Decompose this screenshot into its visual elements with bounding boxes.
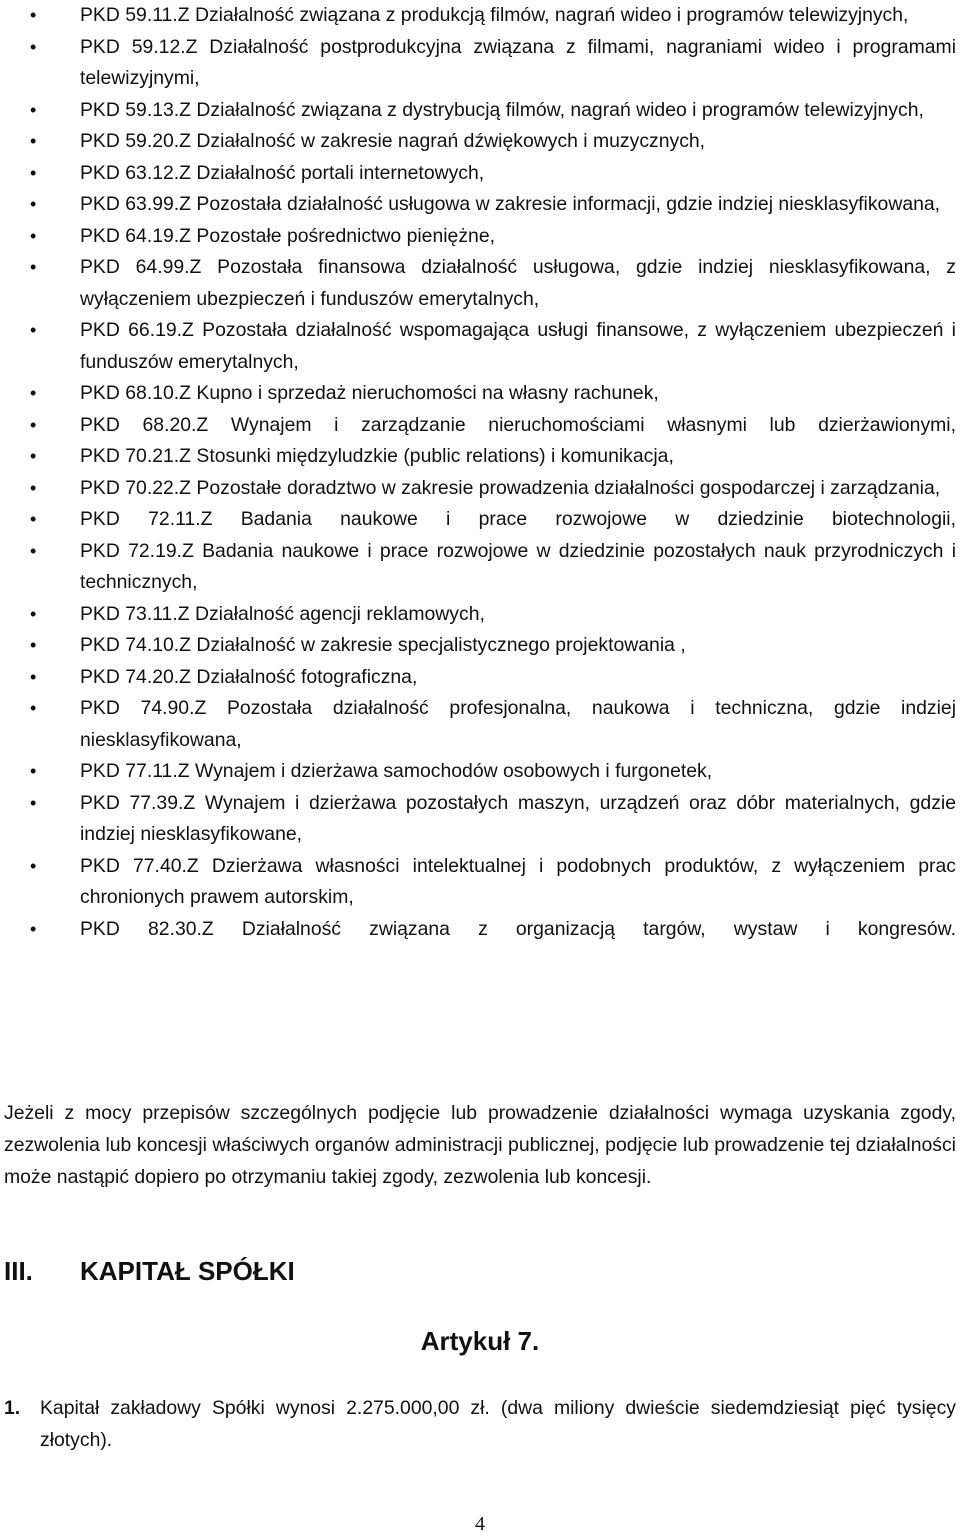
bullet-icon: • bbox=[30, 36, 37, 57]
bullet-icon: • bbox=[30, 162, 37, 183]
bullet-icon: • bbox=[30, 792, 37, 813]
bullet-icon: • bbox=[30, 131, 37, 151]
pkd-list-item bbox=[0, 693, 960, 756]
pkd-list-item bbox=[0, 189, 960, 221]
pkd-item-text: PKD 74.20.Z Działalność fotograficzna, bbox=[80, 665, 418, 688]
pkd-list-item bbox=[0, 914, 960, 946]
pkd-item-text: PKD 64.99.Z Pozostała finansowa działalność usługowa, gdzie indziej niesklasyfikowana, z wyłączeniem ubezpieczeń i funduszów emerytalnych, bbox=[80, 256, 956, 310]
section-number: III. bbox=[4, 1256, 33, 1286]
pkd-list-item bbox=[0, 158, 960, 190]
pkd-item-text: PKD 64.19.Z Pozostałe pośrednictwo pieniężne, bbox=[80, 224, 495, 247]
pkd-list-item bbox=[0, 441, 960, 473]
pkd-list-item bbox=[0, 788, 960, 851]
pkd-item-text: PKD 70.21.Z Stosunki międzyludzkie (public relations) i komunikacja, bbox=[80, 445, 674, 467]
section-title: KAPITAŁ SPÓŁKI bbox=[80, 1256, 295, 1286]
pkd-list-item bbox=[0, 126, 960, 158]
pkd-list-item bbox=[0, 32, 960, 95]
pkd-list-item bbox=[0, 662, 960, 694]
pkd-list-item bbox=[0, 599, 960, 631]
pkd-item-text: PKD 74.90.Z Pozostała działalność profesjonalna, naukowa i techniczna, gdzie indziej niesklasyfikowana, bbox=[80, 697, 956, 751]
bullet-icon: • bbox=[30, 477, 37, 498]
permit-requirement-paragraph: Jeżeli z mocy przepisów szczególnych podjęcie lub prowadzenie działalności wymaga uzyskania zgody, zezwolenia lub koncesji właściwych organów administracji publicznej, podjęcie lub prowadzenie tej działalności może nastąpić dopiero po otrzymaniu takiej zgody, zezwolenia lub koncesji. bbox=[4, 1102, 956, 1188]
pkd-list-item bbox=[0, 378, 960, 410]
pkd-list-item bbox=[0, 504, 960, 536]
bullet-icon: • bbox=[30, 666, 37, 687]
bullet-icon: • bbox=[30, 603, 37, 624]
pkd-list-item bbox=[0, 473, 960, 505]
bullet-icon: • bbox=[30, 761, 37, 781]
bullet-icon: • bbox=[30, 194, 37, 214]
pkd-item-text: PKD 72.11.Z Badania naukowe i prace rozwojowe w dziedzinie biotechnologii, bbox=[80, 508, 956, 530]
pkd-item-text: PKD 59.13.Z Działalność związana z dystrybucją filmów, nagrań wideo i programów telewizyjnych, bbox=[80, 98, 924, 121]
clause-number: 1. bbox=[4, 1397, 21, 1419]
pkd-list-item bbox=[0, 252, 960, 315]
pkd-list-item bbox=[0, 95, 960, 127]
pkd-item-text: PKD 68.20.Z Wynajem i zarządzanie nieruchomościami własnymi lub dzierżawionymi, bbox=[80, 413, 956, 436]
bullet-icon: • bbox=[30, 225, 37, 246]
pkd-list-item bbox=[0, 630, 960, 662]
pkd-list-item bbox=[0, 756, 960, 788]
bullet-icon: • bbox=[30, 320, 37, 340]
pkd-item-text: PKD 59.11.Z Działalność związana z produkcją filmów, nagrań wideo i programów telewizyjnych, bbox=[80, 4, 909, 26]
pkd-list-item bbox=[0, 0, 960, 32]
bullet-icon: • bbox=[30, 855, 37, 876]
pkd-list-item bbox=[0, 410, 960, 442]
bullet-icon: • bbox=[30, 635, 37, 655]
pkd-item-text: PKD 77.39.Z Wynajem i dzierżawa pozostałych maszyn, urządzeń oraz dóbr materialnych, gdzie indziej niesklasyfikowane, bbox=[80, 791, 956, 845]
pkd-item-text: PKD 63.99.Z Pozostała działalność usługowa w zakresie informacji, gdzie indziej niesklasyfikowana, bbox=[80, 193, 941, 215]
pkd-list-item bbox=[0, 851, 960, 914]
pkd-item-text: PKD 77.40.Z Dzierżawa własności intelektualnej i podobnych produktów, z wyłączeniem prac chronionych prawem autorskim, bbox=[80, 854, 956, 908]
pkd-item-text: PKD 73.11.Z Działalność agencji reklamowych, bbox=[80, 602, 485, 625]
pkd-item-text: PKD 66.19.Z Pozostała działalność wspomagająca usługi finansowe, z wyłączeniem ubezpieczeń i funduszów emerytalnych, bbox=[80, 319, 956, 373]
bullet-icon: • bbox=[30, 698, 37, 718]
article-title: Artykuł 7. bbox=[420, 1326, 540, 1356]
section-heading bbox=[4, 1253, 295, 1289]
bullet-icon: • bbox=[30, 99, 37, 120]
pkd-item-text: PKD 68.10.Z Kupno i sprzedaż nieruchomości na własny rachunek, bbox=[80, 382, 659, 404]
pkd-item-text: PKD 74.10.Z Działalność w zakresie specjalistycznego projektowania , bbox=[80, 634, 686, 656]
pkd-item-text: PKD 59.20.Z Działalność w zakresie nagrań dźwiękowych i muzycznych, bbox=[80, 130, 706, 152]
bullet-icon: • bbox=[30, 383, 37, 403]
bullet-icon: • bbox=[30, 257, 37, 277]
pkd-list-item bbox=[0, 221, 960, 253]
pkd-item-text: PKD 82.30.Z Działalność związana z organizacją targów, wystaw i kongresów. bbox=[80, 917, 956, 940]
bullet-icon: • bbox=[30, 540, 37, 561]
page-number: 4 bbox=[475, 1513, 485, 1535]
bullet-icon: • bbox=[30, 5, 37, 25]
pkd-item-text: PKD 77.11.Z Wynajem i dzierżawa samochodów osobowych i furgonetek, bbox=[80, 760, 713, 782]
pkd-item-text: PKD 72.19.Z Badania naukowe i prace rozwojowe w dziedzinie pozostałych nauk przyrodniczych i technicznych, bbox=[80, 539, 956, 593]
pkd-item-text: PKD 70.22.Z Pozostałe doradztwo w zakresie prowadzenia działalności gospodarczej i zarządzania, bbox=[80, 476, 941, 499]
bullet-icon: • bbox=[30, 918, 37, 939]
bullet-icon: • bbox=[30, 414, 37, 435]
clause-text: Kapitał zakładowy Spółki wynosi 2.275.000,00 zł. (dwa miliony dwieście siedemdziesiąt pięć tysięcy złotych). bbox=[40, 1397, 956, 1451]
pkd-list-item bbox=[0, 315, 960, 378]
pkd-item-text: PKD 59.12.Z Działalność postprodukcyjna związana z filmami, nagraniami wideo i programami telewizyjnymi, bbox=[80, 35, 956, 89]
capital-clause bbox=[4, 1392, 956, 1456]
pkd-item-text: PKD 63.12.Z Działalność portali internetowych, bbox=[80, 161, 485, 184]
bullet-icon: • bbox=[30, 446, 37, 466]
bullet-icon: • bbox=[30, 509, 37, 529]
pkd-list-item bbox=[0, 536, 960, 599]
